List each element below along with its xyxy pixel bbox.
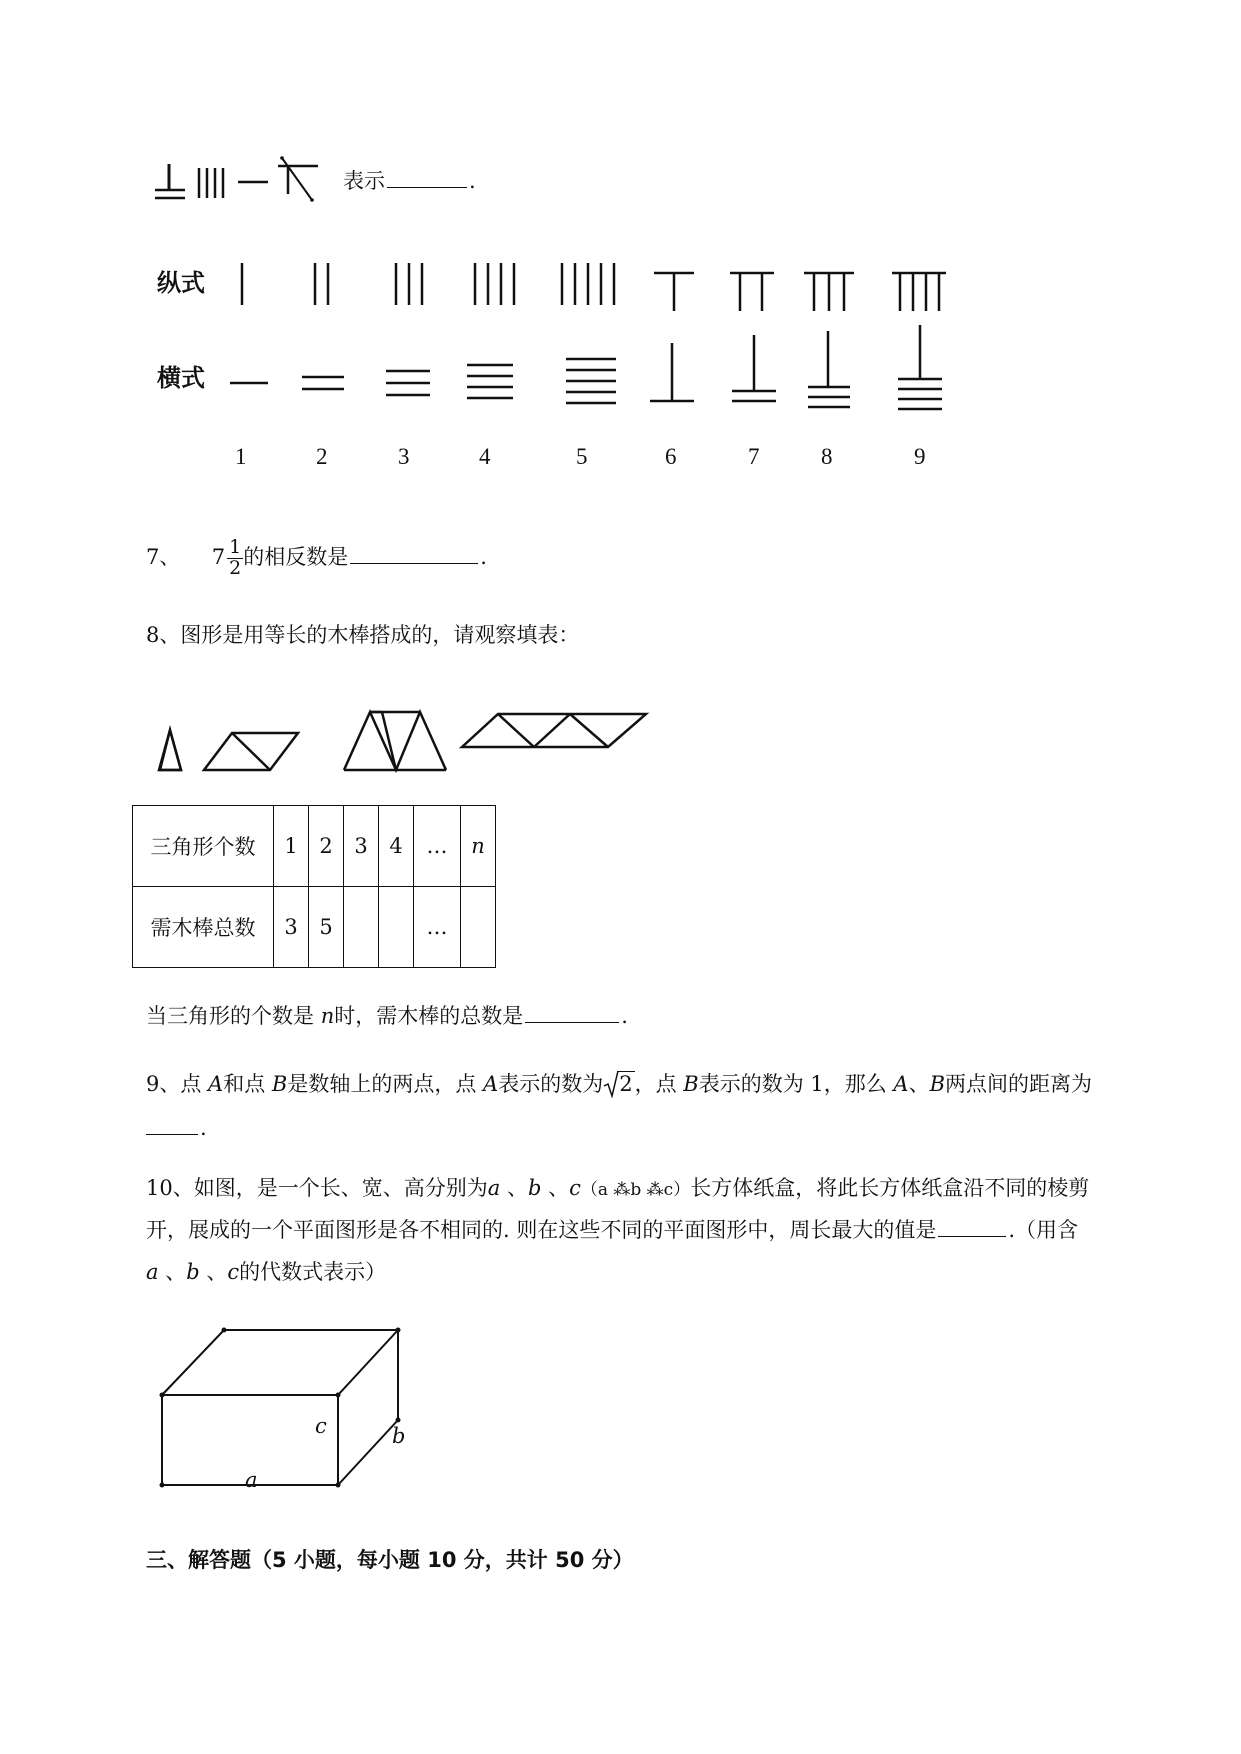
sqrt-radicand: 2 — [619, 1072, 633, 1096]
q9-var-b: B — [929, 1072, 946, 1096]
q10-text: .（用含 — [1008, 1218, 1079, 1242]
table-cell: 5 — [309, 887, 344, 968]
table-cell: … — [414, 806, 461, 887]
q10-text: 、 — [541, 1176, 570, 1200]
q7-frac-numerator: 1 — [229, 536, 242, 558]
q9-text: 是数轴上的两点，点 — [287, 1072, 484, 1096]
q8-follow-end: . — [621, 1004, 628, 1028]
q8-follow-text: 时，需木棒的总数是 — [334, 1004, 524, 1028]
q6-tail — [343, 171, 476, 192]
q6-answer-blank[interactable] — [387, 186, 467, 188]
q10-line3 — [146, 1262, 386, 1283]
box-label-a: a — [245, 1468, 258, 1492]
table-cell: … — [414, 887, 461, 968]
table-cell: 2 — [309, 806, 344, 887]
q7-fraction — [227, 538, 243, 579]
rod-digit: 6 — [665, 444, 677, 469]
q10-text: 长方体纸盒，将此长方体纸盒沿不同的棱剪 — [690, 1176, 1090, 1200]
rod-row-label-vertical: 纵式 — [157, 269, 205, 297]
q9-var-a: A — [208, 1072, 224, 1096]
q7-number: 7、 — [146, 544, 181, 569]
table-cell: 4 — [379, 806, 414, 887]
box-label-b: b — [392, 1424, 406, 1448]
q9-text: 表示的数为 1，那么 — [698, 1072, 894, 1096]
q10-var-a: a — [146, 1260, 159, 1284]
q8-followup — [146, 1006, 628, 1027]
q7-end: . — [480, 544, 487, 569]
q10-line2 — [146, 1220, 1078, 1241]
q7 — [146, 538, 487, 579]
table-cell: 1 — [274, 806, 309, 887]
q9-var-a: A — [483, 1072, 499, 1096]
table-row — [133, 806, 496, 887]
rod-digit: 2 — [316, 444, 328, 469]
table-cell-blank[interactable] — [379, 887, 414, 968]
q9-text: 两点间的距离为 — [945, 1072, 1093, 1096]
q9-var-b: B — [683, 1072, 699, 1096]
q9-text: 和点 — [223, 1072, 272, 1096]
box-label-c: c — [315, 1414, 327, 1438]
q8-triangle-figures — [150, 700, 660, 782]
q7-answer-blank[interactable] — [350, 562, 478, 564]
table-cell: n — [461, 806, 496, 887]
q10-text: 10、如图，是一个长、宽、高分别为 — [146, 1176, 488, 1200]
q8-follow-text: 当三角形的个数是 — [146, 1004, 321, 1028]
rod-numeral-figure — [150, 150, 330, 210]
q10-text: 、 — [500, 1176, 528, 1200]
q8-table — [132, 805, 496, 968]
rod-digit: 4 — [479, 444, 491, 469]
q8-row2-label: 需木棒总数 — [133, 887, 274, 968]
q9-answer-blank[interactable] — [146, 1133, 198, 1135]
q10-line1 — [146, 1178, 1089, 1199]
rod-digit: 5 — [576, 444, 588, 469]
q9-text: 表示的数为 — [498, 1072, 604, 1096]
q10-var-b: b — [527, 1176, 542, 1200]
q9-text: 9、点 — [146, 1072, 209, 1096]
q10-condition: （a ⁂b ⁂c） — [580, 1180, 691, 1200]
q9-text: 、 — [908, 1072, 930, 1096]
q10-var-c: c — [569, 1176, 581, 1200]
rod-digit: 8 — [821, 444, 833, 469]
q9-end: . — [200, 1116, 207, 1140]
q6-end: . — [469, 169, 476, 193]
q10-text: 、 — [199, 1260, 228, 1284]
q10-answer-blank[interactable] — [938, 1235, 1006, 1237]
q9-text: ，点 — [634, 1072, 684, 1096]
q10-var-c: c — [227, 1260, 240, 1284]
q9-line1 — [146, 1074, 1092, 1095]
rod-row-label-horizontal: 横式 — [157, 364, 205, 392]
q9-var-a: A — [893, 1072, 909, 1096]
rod-digit: 1 — [235, 444, 247, 469]
table-row — [133, 887, 496, 968]
q8-follow-var: n — [320, 1004, 335, 1028]
table-cell-blank[interactable] — [344, 887, 379, 968]
q8-answer-blank[interactable] — [525, 1021, 619, 1023]
q9-var-b: B — [271, 1072, 288, 1096]
q10-box-figure — [150, 1320, 440, 1500]
table-cell-blank[interactable] — [461, 887, 496, 968]
q10-var-b: b — [186, 1260, 200, 1284]
q7-whole: 7 — [211, 544, 226, 569]
q9-line2 — [146, 1118, 207, 1139]
q10-text: 开，展成的一个平面图形是各不相同的. 则在这些不同的平面图形中，周长最大的值是 — [146, 1218, 937, 1242]
rod-numeral-chart — [220, 255, 980, 430]
section-heading: 三、解答题（5 小题，每小题 10 分，共计 50 分） — [146, 1548, 634, 1572]
q8-row1-label: 三角形个数 — [133, 806, 274, 887]
q8-question: 8、图形是用等长的木棒搭成的，请观察填表： — [146, 623, 580, 647]
q7-frac-denominator: 2 — [229, 556, 242, 579]
table-cell: 3 — [274, 887, 309, 968]
rod-digit: 7 — [748, 444, 760, 469]
q10-var-a: a — [487, 1176, 501, 1200]
rod-digit: 9 — [914, 444, 926, 469]
q7-text: 的相反数是 — [243, 544, 349, 569]
q6-suffix: 表示 — [343, 169, 385, 193]
rod-digit: 3 — [398, 444, 410, 469]
table-cell: 3 — [344, 806, 379, 887]
q10-text: 、 — [158, 1260, 187, 1284]
q10-text: 的代数式表示） — [239, 1260, 387, 1284]
sqrt-expression — [603, 1074, 634, 1095]
